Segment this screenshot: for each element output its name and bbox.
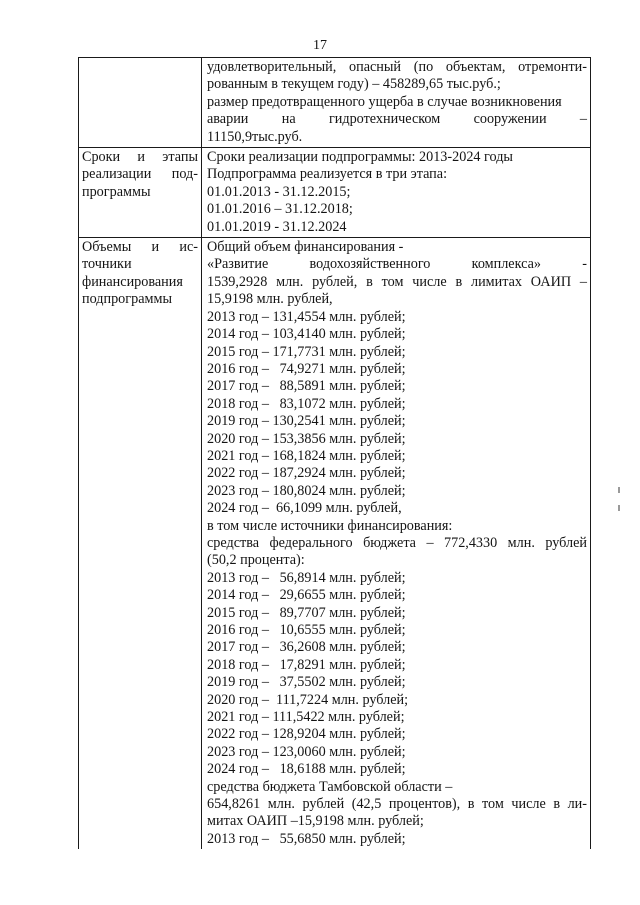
subprogram-passport-table <box>78 57 591 849</box>
label-line: Объемы и ис- <box>82 239 198 256</box>
list-item: 2019 год – 37,5502 млн. рублей; <box>207 674 406 691</box>
scan-mark <box>618 487 620 493</box>
list-item: 2016 год – 10,6555 млн. рублей; <box>207 622 406 638</box>
text-line: аварии на гидротехническом сооружении – <box>207 111 587 128</box>
list-item: 2019 год – 130,2541 млн. рублей; <box>207 413 406 430</box>
text-line: (50,2 процента): <box>207 552 305 569</box>
row-1-content-cell <box>202 58 591 148</box>
regional-years-list <box>207 831 587 848</box>
list-item: 2015 год – 89,7707 млн. рублей; <box>207 604 406 621</box>
list-item: 2020 год – 111,7224 млн. рублей; <box>207 691 409 708</box>
text-line: размер предотвращенного ущерба в случае возникновения <box>207 93 562 110</box>
table-row <box>79 148 591 238</box>
list-item: 2017 год – 36,2608 млн. рублей; <box>207 639 406 656</box>
text-line: в том числе источники финансирования: <box>207 517 453 534</box>
list-item: 2015 год – 171,7731 млн. рублей; <box>207 343 406 360</box>
label-line: финансирования <box>82 273 183 290</box>
list-item: 2013 год – 56,8914 млн. рублей; <box>207 569 406 586</box>
label-line: точники <box>82 256 132 273</box>
row-2-label-cell <box>79 148 202 238</box>
row-3-content-cell <box>202 238 591 850</box>
text-line: 01.01.2016 – 31.12.2018; <box>207 201 353 218</box>
list-item: 2022 год – 128,9204 млн. рублей; <box>207 726 406 743</box>
list-item: 2024 год – 66,1099 млн. рублей, <box>207 500 402 517</box>
list-item: 2023 год – 180,8024 млн. рублей; <box>207 482 406 499</box>
text-line: «Развитие водохозяйственного комплекса» - <box>207 256 587 273</box>
list-item: 2014 год – 29,6655 млн. рублей; <box>207 587 406 604</box>
text-line: Подпрограмма реализуется в три этапа: <box>207 166 448 183</box>
label-line: реализации под- <box>82 166 198 183</box>
text-line: удовлетворительный, опасный (по объектам, отремонти- <box>207 59 587 75</box>
table-row <box>79 238 591 850</box>
text-line: 1539,2928 млн. рублей, в том числе в лимитах ОАИП – <box>207 273 587 290</box>
page-number: 17 <box>313 38 327 53</box>
table-row <box>79 58 591 148</box>
label-line: программы <box>82 183 151 200</box>
list-item: 2017 год – 88,5891 млн. рублей; <box>207 378 406 395</box>
list-item: 2014 год – 103,4140 млн. рублей; <box>207 326 406 343</box>
total-years-list <box>207 309 587 518</box>
row-3-label-cell <box>79 238 202 850</box>
label-line: подпрограммы <box>82 291 172 308</box>
list-item: 2023 год – 123,0060 млн. рублей; <box>207 743 406 760</box>
list-item: 2020 год – 153,3856 млн. рублей; <box>207 430 406 447</box>
federal-years-list <box>207 570 587 779</box>
list-item: 2013 год – 131,4554 млн. рублей; <box>207 308 406 325</box>
text-line: рованным в текущем году) – 458289,65 тыс.руб.; <box>207 76 501 93</box>
list-item: 2022 год – 187,2924 млн. рублей; <box>207 465 406 482</box>
text-line: средства федерального бюджета – 772,4330 млн. рублей <box>207 534 587 551</box>
text-line: 11150,9тыс.руб. <box>207 128 303 145</box>
list-item: 2016 год – 74,9271 млн. рублей; <box>207 360 406 377</box>
list-item: 2021 год – 111,5422 млн. рублей; <box>207 709 405 726</box>
text-line: 01.01.2013 - 31.12.2015; <box>207 183 351 200</box>
text-line: 15,9198 млн. рублей, <box>207 291 333 308</box>
scan-mark <box>618 505 620 511</box>
label-line: Сроки и этапы <box>82 149 198 166</box>
list-item: 2013 год – 55,6850 млн. рублей; <box>207 830 406 847</box>
text-line: Сроки реализации подпрограммы: 2013-2024 годы <box>207 149 513 166</box>
text-line: 01.01.2019 - 31.12.2024 <box>207 218 347 235</box>
list-item: 2018 год – 83,1072 млн. рублей; <box>207 395 406 412</box>
text-line: митах ОАИП –15,9198 млн. рублей; <box>207 813 424 830</box>
row-2-content-cell <box>202 148 591 238</box>
text-line: средства бюджета Тамбовской области – <box>207 778 453 795</box>
row-1-label-cell <box>79 58 202 148</box>
list-item: 2021 год – 168,1824 млн. рублей; <box>207 447 406 464</box>
text-line: 654,8261 млн. рублей (42,5 процентов), в том числе в ли- <box>207 796 587 813</box>
text-line: Общий объем финансирования - <box>207 239 404 256</box>
list-item: 2018 год – 17,8291 млн. рублей; <box>207 656 406 673</box>
list-item: 2024 год – 18,6188 млн. рублей; <box>207 761 406 778</box>
